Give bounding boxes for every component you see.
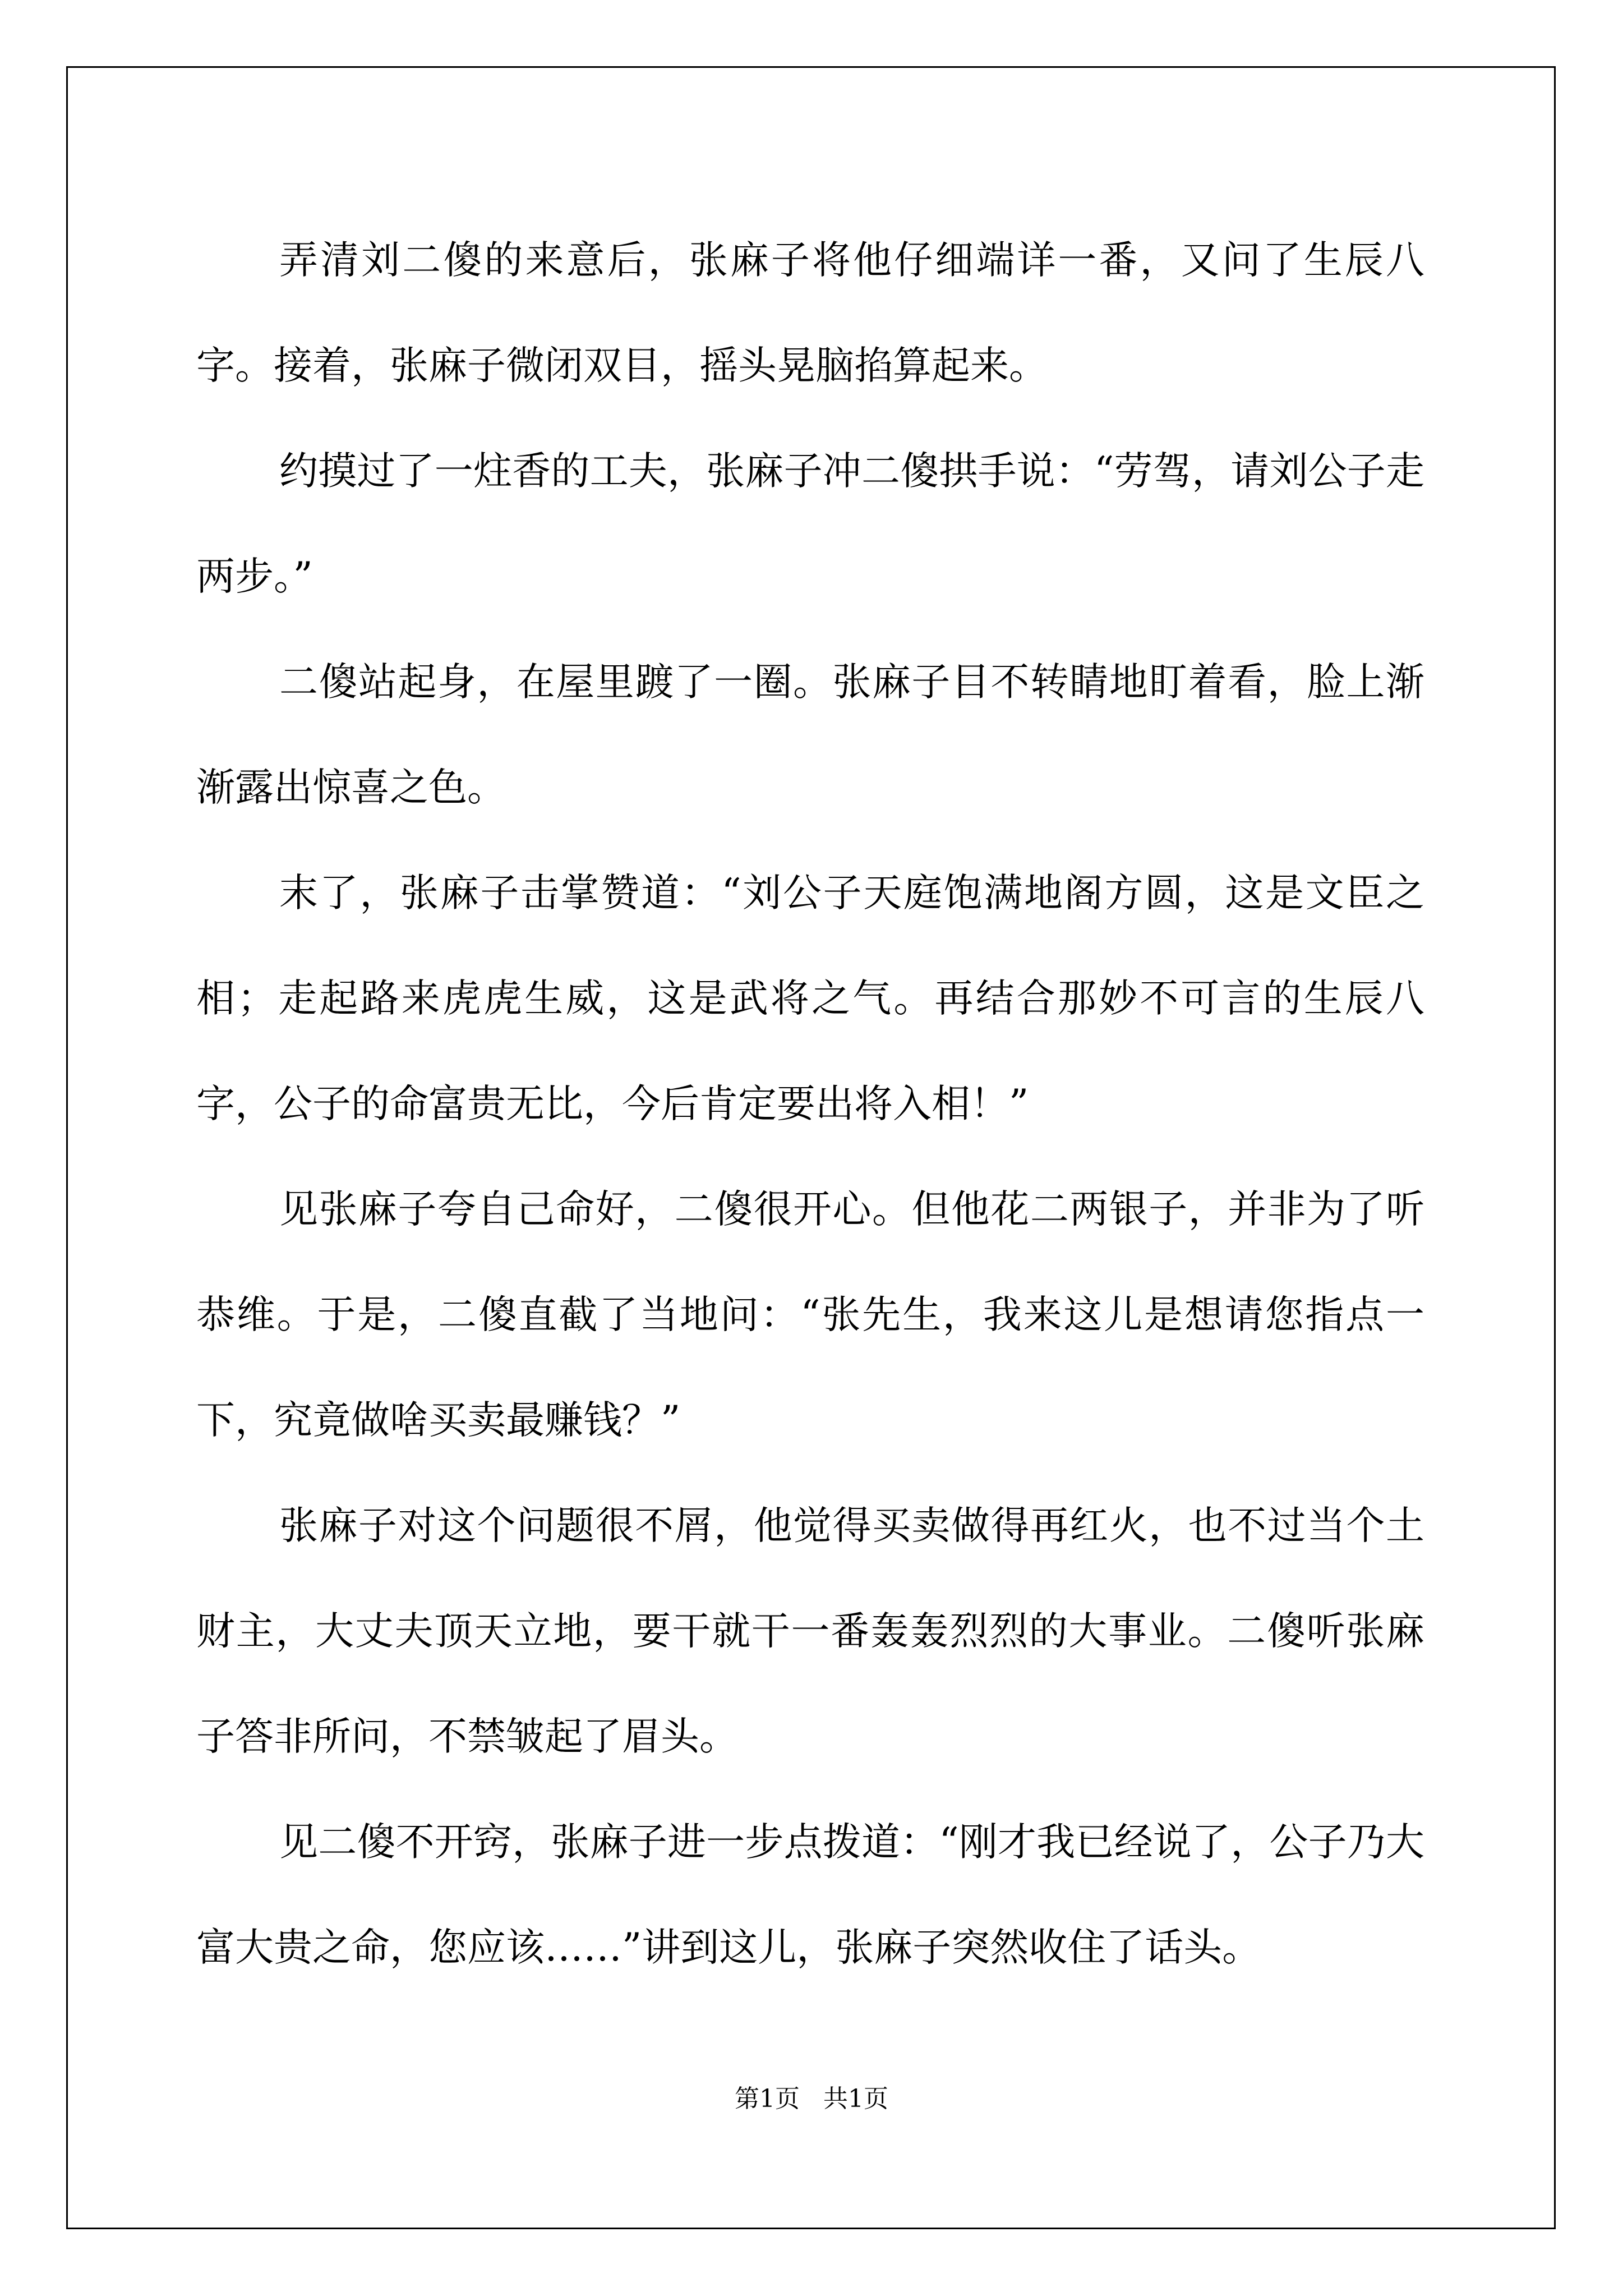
page-number: 第1页	[735, 2085, 800, 2113]
paragraph-6: 张麻子对这个问题很不屑，他觉得买卖做得再红火，也不过当个土财主，大丈夫顶天立地，要干就干一番轰轰烈烈的大事业。二傻听张麻子答非所问，不禁皱起了眉头。	[196, 1503, 1424, 1759]
page-footer	[0, 2078, 1623, 2114]
paragraph-5: 见张麻子夸自己命好，二傻很开心。但他花二两银子，并非为了听恭维。于是，二傻直截了当地问：“张先生，我来这儿是想请您指点一下，究竟做啥买卖最赚钱？”	[196, 1187, 1424, 1443]
paragraph-4: 末了，张麻子击掌赞道：“刘公子天庭饱满地阁方圆，这是文臣之相；走起路来虎虎生威，这是武将之气。再结合那妙不可言的生辰八字，公子的命富贵无比，今后肯定要出将入相！”	[196, 871, 1424, 1126]
paragraph-7: 见二傻不开窍，张麻子进一步点拨道：“刚才我已经说了，公子乃大富大贵之命，您应该……”讲到这儿，张麻子突然收住了话头。	[196, 1820, 1424, 1970]
paragraph-1: 弄清刘二傻的来意后，张麻子将他仔细端详一番，又问了生辰八字。接着，张麻子微闭双目，摇头晃脑掐算起来。	[196, 238, 1424, 388]
document-body	[196, 208, 1424, 2000]
paragraph-3: 二傻站起身，在屋里踱了一圈。张麻子目不转睛地盯着看，脸上渐渐露出惊喜之色。	[196, 660, 1424, 810]
page-total: 共1页	[823, 2085, 888, 2113]
paragraph-2: 约摸过了一炷香的工夫，张麻子冲二傻拱手说：“劳驾，请刘公子走两步。”	[196, 449, 1424, 599]
